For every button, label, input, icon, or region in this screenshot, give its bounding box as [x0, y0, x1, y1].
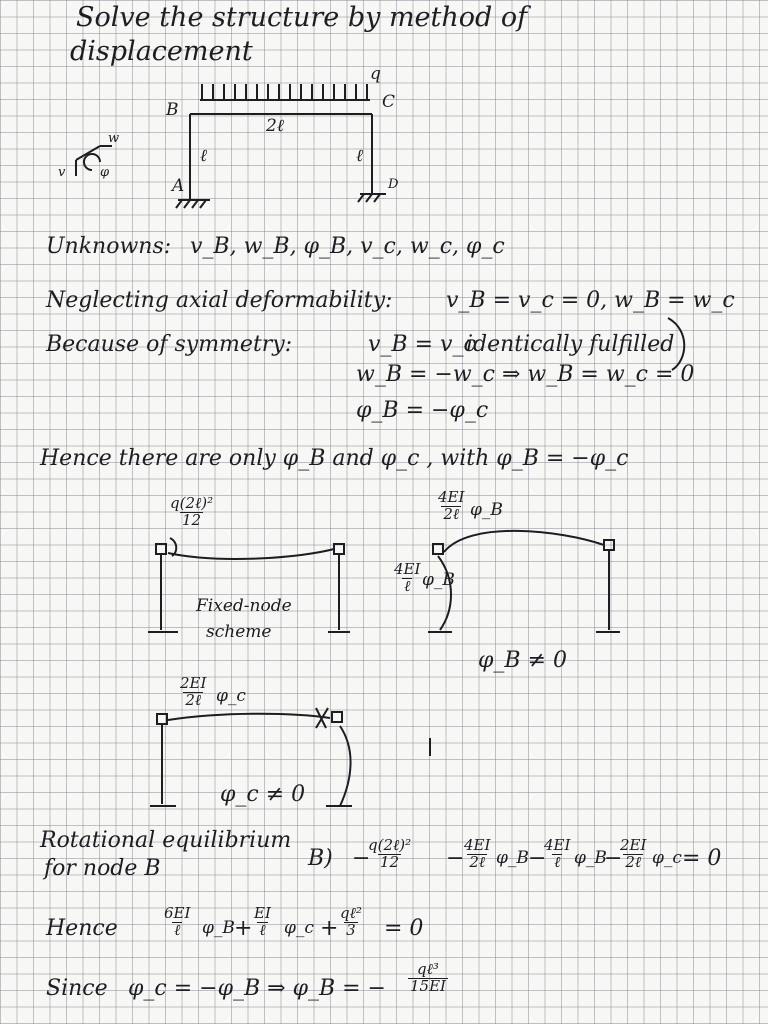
rot-tail: = 0: [682, 846, 722, 871]
hence-eq-label: Hence: [46, 916, 118, 941]
title-line1: Solve the structure by method of: [76, 2, 528, 33]
rot-minus-2: −: [446, 846, 465, 871]
phib-beam-fraction: [436, 490, 466, 523]
fixed-node-scheme: [148, 538, 350, 632]
phic-fraction: [178, 676, 208, 709]
since-den: 15EI: [410, 976, 446, 995]
frame-structure: [176, 84, 386, 208]
symmetry-eq3: φ_B = −φ_c: [356, 398, 489, 423]
hence-b-den: ℓ: [259, 920, 266, 939]
col-left-label: ℓ: [200, 146, 208, 166]
rotational-lead: B): [308, 846, 333, 871]
phic-sym: φ_c: [216, 686, 246, 706]
rot-t3-sym: φ_B: [574, 848, 607, 868]
rotational-line2: for node B: [44, 856, 161, 881]
phic-num: 2EI: [180, 674, 207, 692]
rot-term2: [462, 838, 492, 871]
rot-t4-sym: φ_c: [652, 848, 682, 868]
rot-t1-den: 12: [380, 852, 400, 871]
fixed-moment-den: 12: [182, 510, 202, 529]
phib-beam-num: 4EI: [438, 488, 465, 506]
symmetry-eq1: v_B = v_c: [368, 332, 476, 357]
hence-plus-2: +: [320, 916, 339, 941]
symmetry-label: Because of symmetry:: [46, 332, 293, 357]
rotational-line1: Rotational equilibrium: [40, 828, 292, 853]
beam-length-label: 2ℓ: [266, 116, 284, 136]
fixed-scheme-label1: Fixed-node: [196, 596, 292, 616]
phib-caption: φ_B ≠ 0: [478, 648, 567, 673]
phib-col-num: 4EI: [394, 560, 421, 578]
rot-term1: [366, 838, 413, 871]
phib-beam-den: 2ℓ: [443, 504, 460, 523]
rot-t2-sym: φ_B: [496, 848, 529, 868]
hence-term-c: [338, 906, 364, 939]
rot-term3: [542, 838, 572, 871]
phib-col-den: ℓ: [404, 576, 411, 595]
hence-a-den: ℓ: [174, 920, 181, 939]
axis-w-label: w: [108, 131, 120, 146]
hence-plus-1: +: [234, 916, 253, 941]
rot-t1-num: q(2ℓ)²: [368, 836, 412, 854]
node-b-label: B: [166, 100, 179, 120]
rot-t3-num: 4EI: [544, 836, 571, 854]
phic-den: 2ℓ: [185, 690, 202, 709]
hence-a-sym: φ_B: [202, 918, 235, 938]
fixed-scheme-label2: scheme: [206, 622, 272, 642]
phib-col-fraction: [392, 562, 422, 595]
since-fraction: [408, 962, 448, 995]
rot-t4-num: 2EI: [620, 836, 647, 854]
fixed-moment-fraction: [168, 496, 215, 529]
fixed-moment-num: q(2ℓ)²: [170, 494, 214, 512]
rot-t4-den: 2ℓ: [625, 852, 642, 871]
axial-eq: v_B = v_c = 0, w_B = w_c: [446, 288, 735, 313]
hence-b-num: EI: [254, 904, 271, 922]
node-a-label: A: [172, 176, 185, 196]
since-num: qℓ³: [417, 960, 439, 978]
axis-phi-label: φ: [100, 165, 110, 180]
since-lhs: φ_c = −φ_B ⇒ φ_B = −: [128, 976, 386, 1001]
hence-text: Hence there are only φ_B and φ_c , with φ_B = −φ_c: [40, 446, 629, 471]
rot-minus-1: −: [352, 846, 371, 871]
node-c-label: C: [382, 92, 396, 112]
since-label: Since: [46, 976, 108, 1001]
hence-term-a: [162, 906, 192, 939]
hence-a-num: 6EI: [164, 904, 191, 922]
rot-t3-den: ℓ: [554, 852, 561, 871]
col-right-label: ℓ: [356, 146, 364, 166]
unknowns-list: v_B, w_B, φ_B, v_c, w_c, φ_c: [190, 234, 505, 259]
phib-scheme: [428, 531, 620, 632]
unknowns-label: Unknowns:: [46, 234, 172, 259]
hence-c-num: qℓ²: [340, 904, 362, 922]
rot-minus-4: −: [604, 846, 623, 871]
node-d-label: D: [388, 177, 399, 192]
hence-term-b: [252, 906, 273, 939]
axis-v-label: v: [58, 165, 66, 180]
rot-t2-num: 4EI: [464, 836, 491, 854]
phic-caption: φ_c ≠ 0: [220, 782, 306, 807]
phib-beam-sym: φ_B: [470, 500, 503, 520]
load-label: q: [370, 64, 381, 84]
symmetry-eq2: w_B = −w_c ⇒ w_B = w_c = 0: [356, 362, 695, 387]
rot-minus-3: −: [528, 846, 547, 871]
rot-term4: [618, 838, 648, 871]
rot-t2-den: 2ℓ: [469, 852, 486, 871]
axial-label: Neglecting axial deformability:: [46, 288, 393, 313]
hence-c-den: 3: [346, 920, 356, 939]
symmetry-note: identically fulfilled: [466, 332, 675, 357]
hence-b-sym: φ_c: [284, 918, 314, 938]
title-line2: displacement: [70, 36, 253, 67]
hence-tail: = 0: [384, 916, 424, 941]
phib-col-sym: φ_B: [422, 570, 455, 590]
